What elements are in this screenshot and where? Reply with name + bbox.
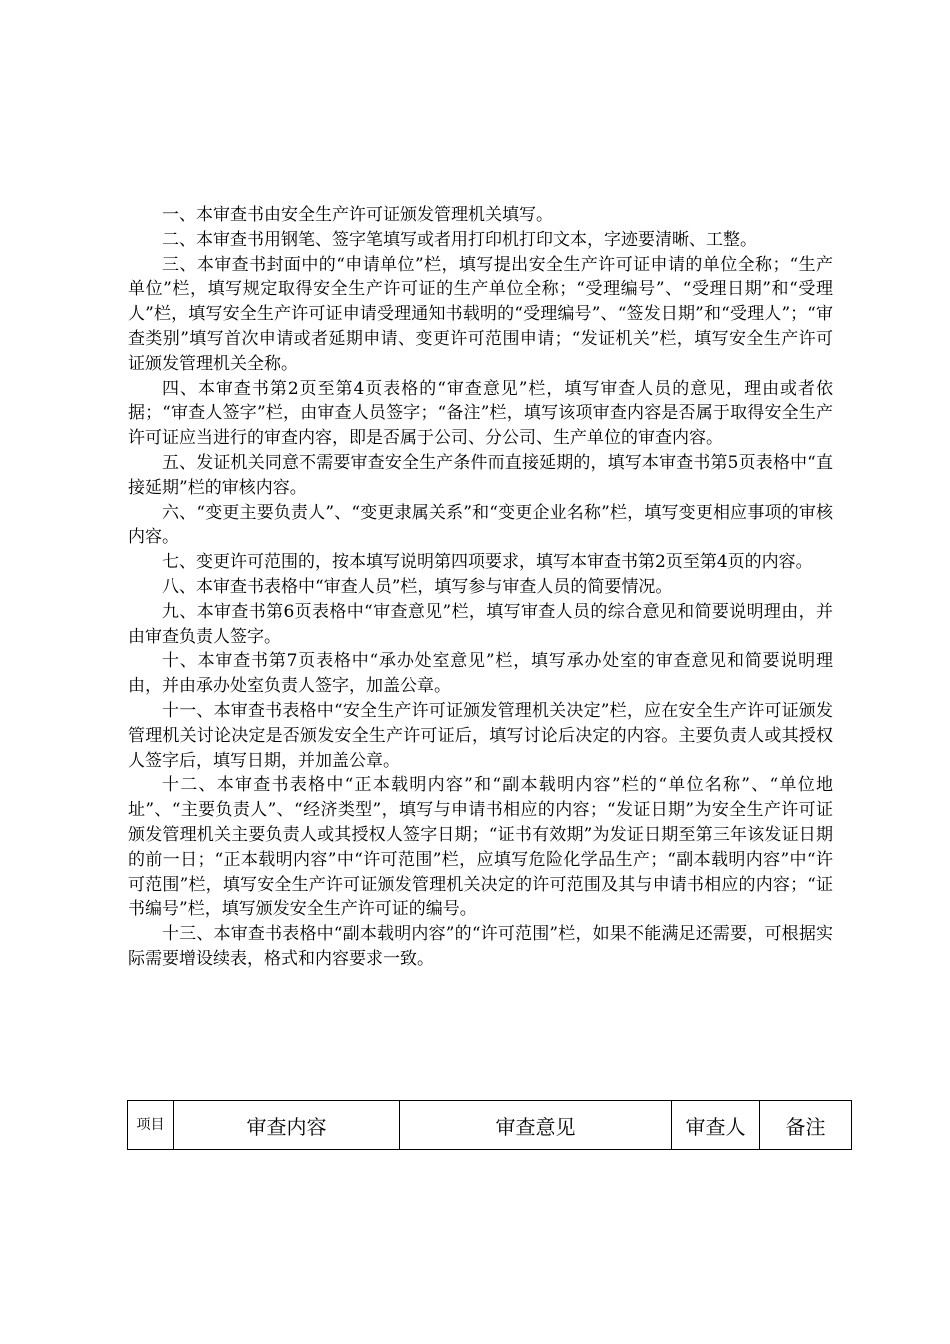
instruction-paragraph: 八、本审查书表格中“审查人员”栏，填写参与审查人员的简要情况。: [162, 576, 673, 597]
instruction-paragraph: 十、本审查书第7页表格中“承办处室意见”栏，填写承办处室的审查意见和简要说明理由，并由承办处室负责人签字，加盖公章。: [128, 651, 833, 697]
header-remarks: 备注: [760, 1101, 852, 1150]
header-reviewer: 审查人: [672, 1101, 760, 1150]
instruction-paragraph: 三、本审查书封面中的“申请单位”栏，填写提出安全生产许可证申请的单位全称；“生产单位”栏，填写规定取得安全生产许可证的生产单位全称；“受理编号”、“受理日期”和“受理人”栏，填写安全生产许可证申请受理通知书载明的“受理编号”、“签发日期”和“受理人”；“审查类别”填写首次申请或者延期申请、变更许可范围申请；“发证机关”栏，填写安全生产许可证颁发管理机关全称。: [128, 254, 833, 374]
instruction-paragraph: 二、本审查书用钢笔、签字笔填写或者用打印机打印文本，字迹要清晰、工整。: [162, 229, 757, 250]
instruction-paragraph: 十二、本审查书表格中“正本载明内容”和“副本载明内容”栏的“单位名称”、“单位地址”、“主要负责人”、“经济类型”，填写与申请书相应的内容；“发证日期”为安全生产许可证颁发管理机关主要负责人或其授权人签字日期；“证书有效期”为发证日期至第三年该发证日期的前一日；“正本载明内容”中“许可范围”栏，应填写危险化学品生产；“副本载明内容”中“许可范围”栏，填写安全生产许可证颁发管理机关决定的许可范围及其与申请书相应的内容；“证书编号”栏，填写颁发安全生产许可证的编号。: [128, 775, 833, 920]
instruction-paragraph: 十三、本审查书表格中“副本载明内容”的“许可范围”栏，如果不能满足还需要，可根据实际需要增设续表，格式和内容要求一致。: [128, 924, 833, 969]
instruction-paragraph: 九、本审查书第6页表格中“审查意见”栏，填写审查人员的综合意见和简要说明理由，并由审查负责人签字。: [128, 601, 833, 647]
review-table: [127, 1100, 852, 1150]
filling-instructions: [128, 203, 833, 972]
instruction-paragraph: 四、本审查书第2页至第4页表格的“审查意见”栏，填写审查人员的意见，理由或者依据；“审查人签字”栏，由审查人员签字；“备注”栏，填写该项审查内容是否属于取得安全生产许可证应当进行的审查内容，即是否属于公司、分公司、生产单位的审查内容。: [128, 378, 833, 449]
header-review-content: 审查内容: [174, 1101, 400, 1150]
instruction-paragraph: 十一、本审查书表格中“安全生产许可证颁发管理机关决定”栏，应在安全生产许可证颁发管理机关讨论决定是否颁发安全生产许可证后，填写讨论后决定的内容。主要负责人或其授权人签字后，填写日期，并加盖公章。: [128, 700, 833, 771]
instruction-paragraph: 七、变更许可范围的，按本填写说明第四项要求，填写本审查书第2页至第4页的内容。: [162, 552, 813, 573]
instruction-paragraph: 五、发证机关同意不需要审查安全生产条件而直接延期的，填写本审查书第5页表格中“直接延期”栏的审核内容。: [128, 452, 833, 498]
table-header-row: [128, 1101, 852, 1150]
header-review-opinion: 审查意见: [400, 1101, 672, 1150]
instruction-paragraph: 六、“变更主要负责人”、“变更隶属关系”和“变更企业名称”栏，填写变更相应事项的审核内容。: [128, 502, 833, 548]
header-item: 项目: [128, 1101, 174, 1150]
instruction-paragraph: 一、本审查书由安全生产许可证颁发管理机关填写。: [162, 205, 553, 225]
